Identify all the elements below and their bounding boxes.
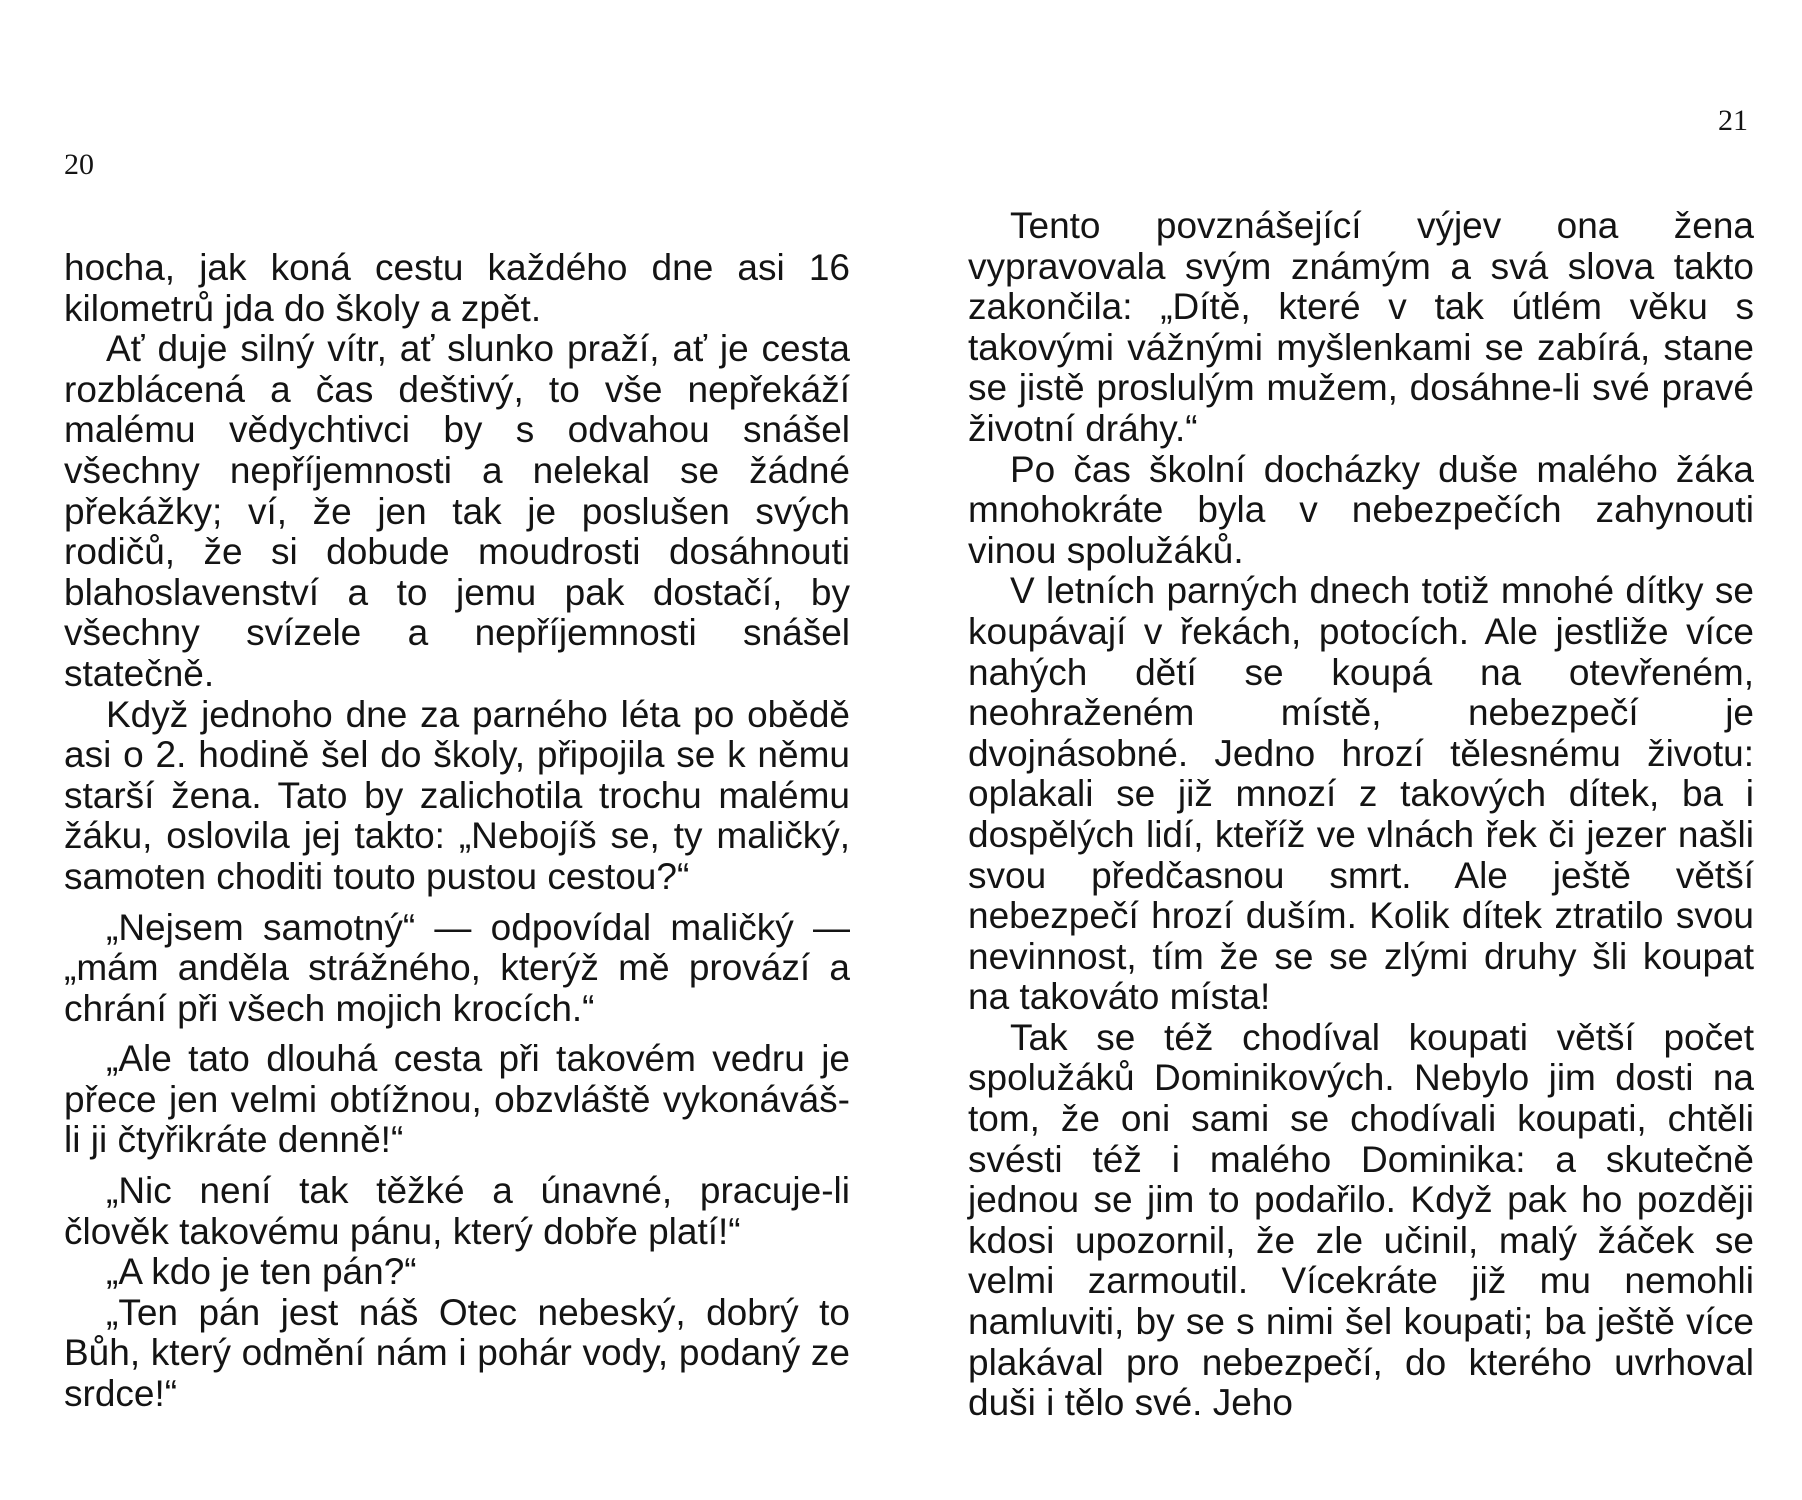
paragraph: Tak se též chodíval koupati větší počet spolužáků Dominikových. Nebylo jim dosti na tom, že oni sami se chodívali koupati, chtěli svésti též i malého Dominika: a skutečně jednou se jim to podařilo. Když pak ho později kdosi upozornil, že zle učinil, malý žáček se velmi zarmoutil. Vícekráte již mu nemohli namluviti, by se s nimi šel koupati; ba ještě více plakával pro nebezpečí, do kterého uvrhoval duši i tělo své. Jeho [968,1016,1754,1424]
right-page-text [968,206,1754,1424]
paragraph: Tento povznášející výjev ona žena vypravovala svým známým a svá slova takto zakončila: „Dítě, které v tak útlém věku s takovými vážnými myšlenkami se zabírá, stane se jistě proslulým mužem, dosáhne-li své pravé životní dráhy.“ [968,205,1754,449]
paragraph: „Ten pán jest náš Otec nebeský, dobrý to Bůh, který odmění nám i pohár vody, podaný ze srdce!“ [64,1291,850,1415]
left-page-number: 20 [64,148,94,181]
paragraph: „Nic není tak těžké a únavné, pracuje-li člověk takovému pánu, který dobře platí!“ [64,1170,850,1252]
left-page-text [64,248,850,1415]
paragraph: Po čas školní docházky duše malého žáka mnohokráte byla v nebezpečích zahynouti vinou spolužáků. [968,448,1754,571]
paragraph: Když jednoho dne za parného léta po obědě asi o 2. hodině šel do školy, připojila se k němu starší žena. Tato by zalichotila trochu malému žáku, oslovila jej takto: „Nebojíš se, ty maličký, samoten choditi touto pustou cestou?“ [64,693,850,897]
paragraph: V letních parných dnech totiž mnohé dítky se koupávají v řekách, potocích. Ale jestliže více nahých dětí se koupá na otevřeném, neohraženém místě, nebezpečí je dvojnásobné. Jedno hrozí tělesnému životu: oplakali se již mnozí z takových dítek, ba i dospělých lidí, kteříž ve vlnách řek či jezer našli svou předčasnou smrt. Ale ještě větší nebezpečí hrozí duším. Kolik dítek ztratilo svou nevinnost, tím že se se zlými druhy šli koupat na takováto místa! [968,570,1754,1018]
paragraph: „Ale tato dlouhá cesta při takovém vedru je přece jen velmi obtížnou, obzvláště vykonáváš-li ji čtyřikráte denně!“ [64,1038,850,1161]
right-page-number: 21 [1718,104,1748,137]
paragraph: „A kdo je ten pán?“ [106,1251,417,1293]
paragraph: Ať duje silný vítr, ať slunko praží, ať je cesta rozblácená a čas deštivý, to vše nepřekáží malému vědychtivci by s odvahou snášel všechny nepříjemnosti a nelekal se žádné překážky; ví, že jen tak je poslušen svých rodičů, že si dobude moudrosti dosáhnouti blahoslavenství a to jemu pak dostačí, by všechny svízele a nepříjemnosti snášel statečně. [64,328,850,694]
paragraph: „Nejsem samotný“ — odpovídal maličký — „mám anděla strážného, kterýž mě provází a chrání při všech mojich krocích.“ [64,906,850,1029]
paragraph: hocha, jak koná cestu každého dne asi 16 kilometrů jda do školy a zpět. [64,247,850,329]
